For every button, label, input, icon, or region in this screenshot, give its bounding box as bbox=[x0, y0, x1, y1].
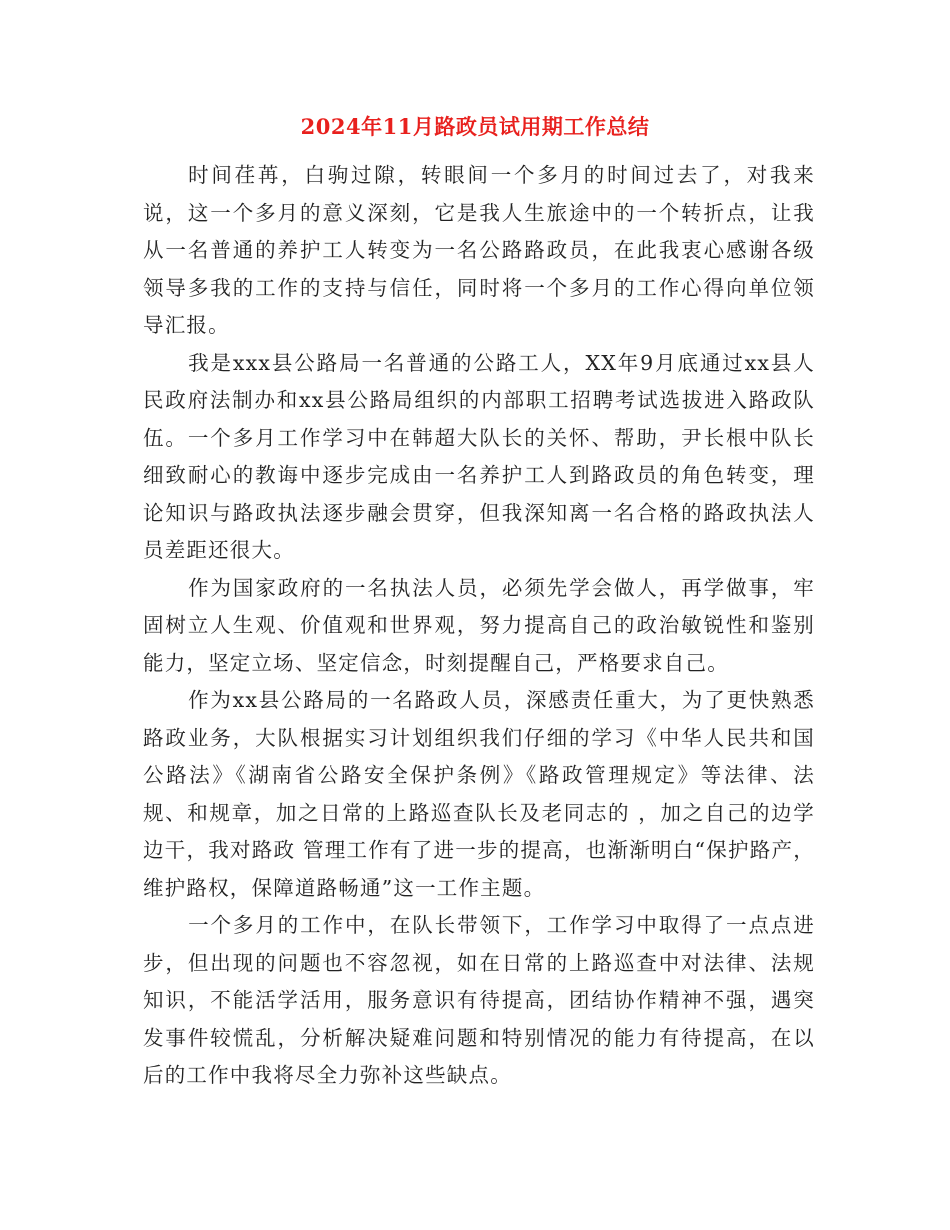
document-title: 2024年11月路政员试用期工作总结 bbox=[300, 114, 650, 139]
paragraph-3: 作为国家政府的一名执法人员，必须先学会做人，再学做事，牢固树立人生观、价值观和世界观，努力提高自己的政治敏锐性和鉴别能力，坚定立场、坚定信念，时刻提醒自己，严格要求自己。 bbox=[143, 575, 815, 675]
document-body bbox=[143, 157, 815, 1095]
paragraph-4: 作为xx县公路局的一名路政人员，深感责任重大，为了更快熟悉路政业务，大队根据实习计划组织我们仔细的学习《中华人民共和国公路法》《湖南省公路安全保护条例》《路政管理规定》等法律、法规、和规章，加之日常的上路巡查队长及老同志的 ，加之自己的边学边干，我对路政 管理工作有了进一步的提高，也渐渐明白“保护路产，维护路权，保障道路畅通”这一工作主题。 bbox=[143, 688, 815, 900]
paragraph-1: 时间荏苒，白驹过隙，转眼间一个多月的时间过去了，对我来说，这一个多月的意义深刻，它是我人生旅途中的一个转折点，让我从一名普通的养护工人转变为一名公路路政员，在此我衷心感谢各级领导多我的工作的支持与信任，同时将一个多月的工作心得向单位领导汇报。 bbox=[143, 163, 815, 337]
paragraph-2: 我是xxx县公路局一名普通的公路工人，XX年9月底通过xx县人民政府法制办和xx县公路局组织的内部职工招聘考试选拔进入路政队伍。一个多月工作学习中在韩超大队长的关怀、帮助，尹长根中队长细致耐心的教诲中逐步完成由一名养护工人到路政员的角色转变，理论知识与路政执法逐步融会贯穿，但我深知离一名合格的路政执法人员差距还很大。 bbox=[143, 350, 815, 562]
paragraph-5: 一个多月的工作中，在队长带领下，工作学习中取得了一点点进步，但出现的问题也不容忽视，如在日常的上路巡查中对法律、法规知识，不能活学活用，服务意识有待提高，团结协作精神不强，遇突发事件较慌乱，分析解决疑难问题和特别情况的能力有待提高，在以后的工作中我将尽全力弥补这些缺点。 bbox=[143, 913, 815, 1087]
